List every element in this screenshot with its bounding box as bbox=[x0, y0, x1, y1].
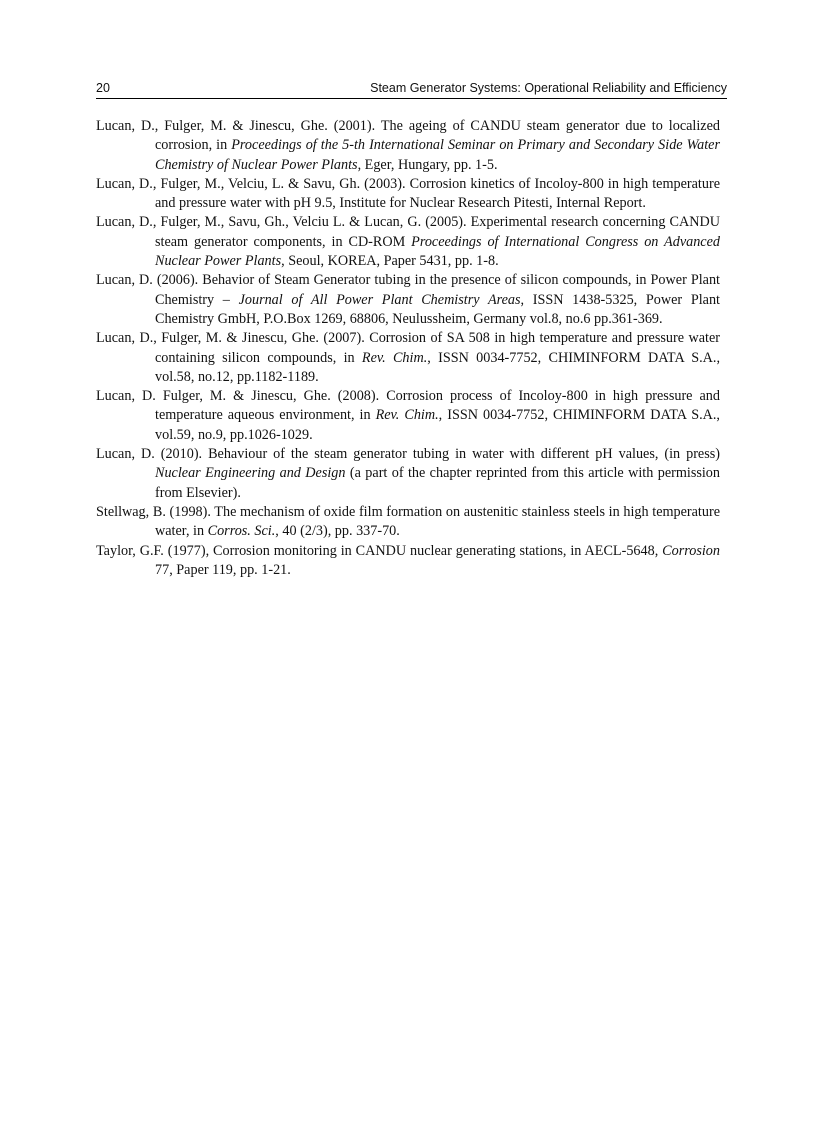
reference-italic-text: Journal of All Power Plant Chemistry Areas bbox=[238, 291, 521, 308]
reference-entry bbox=[96, 503, 720, 542]
reference-italic-text: Proceedings of International Congress on Advanced Nuclear Power Plants bbox=[155, 233, 720, 270]
reference-text: Stellwag, B. (1998). The mechanism of oxide film formation on austenitic stainless steels in high temperature water, in bbox=[96, 503, 720, 540]
reference-entry bbox=[96, 329, 720, 387]
reference-text-end: , Seoul, KOREA, Paper 5431, pp. 1-8. bbox=[281, 253, 499, 270]
reference-text-end: , 40 (2/3), pp. 337-70. bbox=[275, 523, 400, 540]
reference-text: Lucan, D. (2010). Behaviour of the steam generator tubing in water with different pH values, (in press) bbox=[96, 446, 720, 463]
reference-italic-text: Proceedings of the 5-th International Seminar on Primary and Secondary Side Water Chemistry of Nuclear Power Plants bbox=[155, 137, 720, 173]
reference-text-end: , ISSN 0034-7752, CHIMINFORM DATA S.A., vol.58, no.12, pp.1182-1189. bbox=[155, 349, 720, 385]
reference-list bbox=[96, 117, 720, 580]
reference-entry bbox=[96, 387, 720, 445]
reference-italic-text: Rev. Chim. bbox=[375, 407, 439, 424]
reference-entry bbox=[96, 542, 720, 581]
book-title: Steam Generator Systems: Operational Reliability and Efficiency bbox=[370, 81, 727, 95]
reference-text-end: 77, Paper 119, pp. 1-21. bbox=[155, 561, 291, 578]
reference-entry bbox=[96, 117, 720, 175]
reference-italic-text: Nuclear Engineering and Design bbox=[155, 465, 346, 482]
reference-text: Lucan, D. (2006). Behavior of Steam Generator tubing in the presence of silicon compounds, in Power Plant Chemistry – bbox=[96, 272, 720, 308]
reference-text: Taylor, G.F. (1977), Corrosion monitoring in CANDU nuclear generating stations, in AECL-5648, bbox=[96, 542, 663, 559]
page-number: 20 bbox=[96, 81, 110, 95]
reference-text: Lucan, D., Fulger, M., Savu, Gh., Velciu L. & Lucan, G. (2005). Experimental research concerning CANDU steam generator components, in CD-ROM bbox=[96, 214, 720, 250]
reference-italic-text: Rev. Chim. bbox=[361, 349, 428, 366]
reference-entry bbox=[96, 445, 720, 503]
reference-text-end: , Eger, Hungary, pp. 1-5. bbox=[357, 156, 498, 173]
reference-text-end: , ISSN 1438-5325, Power Plant Chemistry GmbH, P.O.Box 1269, 68806, Neulussheim, Germany vol.8, no.6 pp.361-369. bbox=[155, 291, 720, 327]
running-header bbox=[96, 80, 727, 99]
reference-text: Lucan, D., Fulger, M. & Jinescu, Ghe. (2001). The ageing of CANDU steam generator due to localized corrosion, in bbox=[96, 118, 720, 154]
reference-italic-text: Corrosion bbox=[662, 542, 720, 559]
reference-italic-text: Corros. Sci. bbox=[207, 523, 276, 540]
reference-entry bbox=[96, 271, 720, 329]
reference-text: Lucan, D. Fulger, M. & Jinescu, Ghe. (2008). Corrosion process of Incoloy-800 in high pressure and temperature aqueous environment, in bbox=[96, 388, 720, 424]
reference-text: Lucan, D., Fulger, M. & Jinescu, Ghe. (2007). Corrosion of SA 508 in high temperature and pressure water containing silicon compounds, in bbox=[96, 330, 720, 366]
reference-text: Lucan, D., Fulger, M., Velciu, L. & Savu, Gh. (2003). Corrosion kinetics of Incoloy-800 in high temperature and pressure water with pH 9.5, Institute for Nuclear Research Pitesti, Internal Report. bbox=[96, 175, 720, 212]
reference-entry bbox=[96, 213, 720, 271]
reference-text-end: (a part of the chapter reprinted from this article with permission from Elsevier). bbox=[155, 465, 720, 501]
reference-text-end: , ISSN 0034-7752, CHIMINFORM DATA S.A., vol.59, no.9, pp.1026-1029. bbox=[155, 407, 720, 443]
reference-entry bbox=[96, 175, 720, 214]
